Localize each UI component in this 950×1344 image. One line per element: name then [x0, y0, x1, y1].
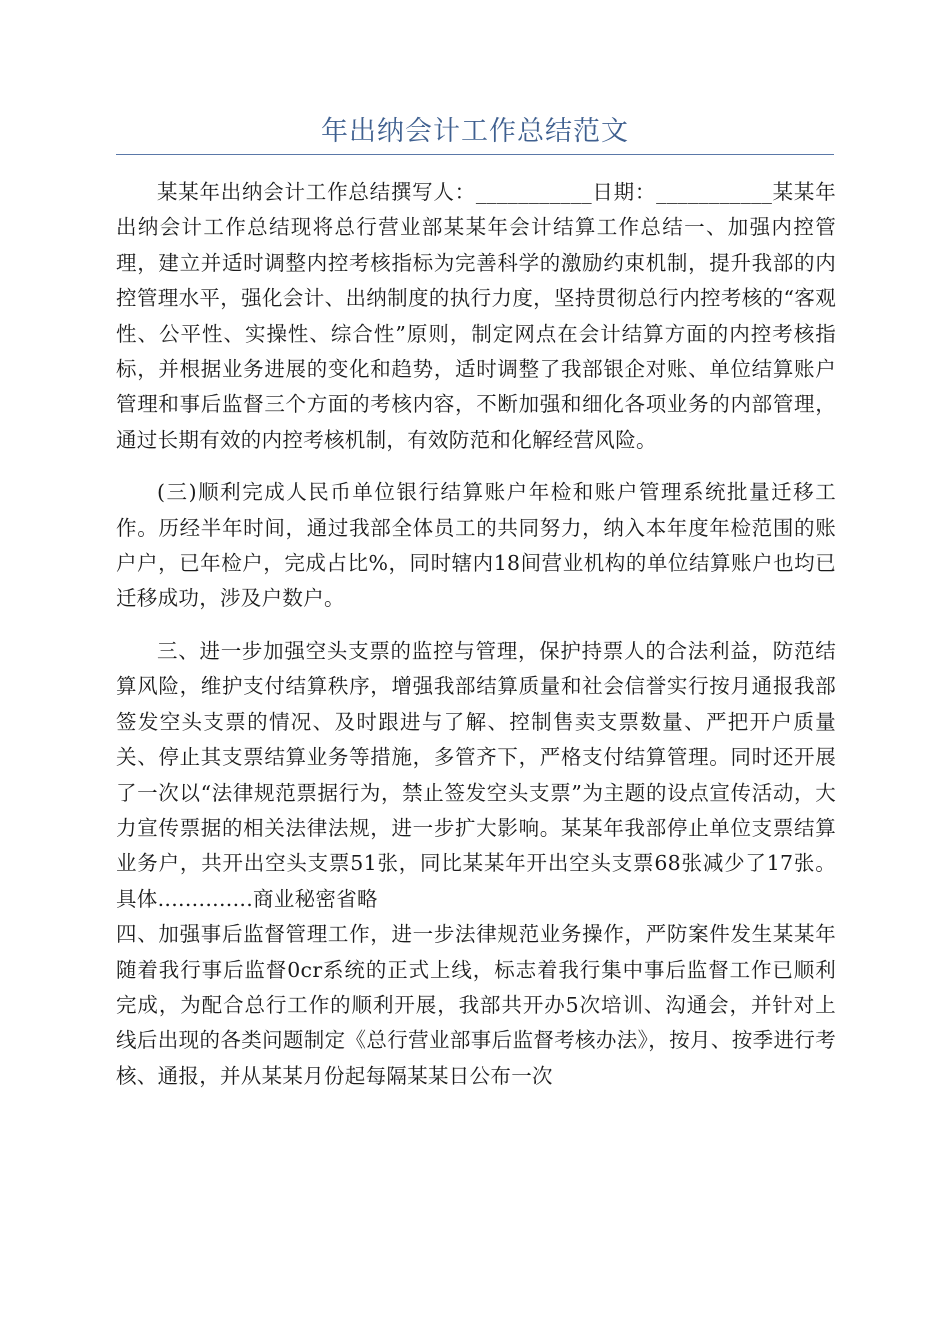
document-title: 年出纳会计工作总结范文 [321, 116, 629, 147]
paragraph-post-supervision: 四、加强事后监督管理工作，进一步法律规范业务操作，严防案件发生某某年随着我行事后监督0cr系统的正式上线，标志着我行集中事后监督工作已顺利完成，为配合总行工作的顺利开展，我部共开办5次培训、沟通会，并针对上线后出现的各类问题制定《总行营业部事后监督考核办法》，按月、按季进行考核、通报，并从某某月份起每隔某某日公布一次 [116, 922, 836, 1088]
document-body [116, 175, 836, 1094]
paragraph-internal-control: 某某年出纳会计工作总结撰写人：___________日期：___________某某年出纳会计工作总结现将总行营业部某某年会计结算工作总结一、加强内控管理，建立并适时调整内控考核指标为完善科学的激励约束机制，提升我部的内控管理水平，强化会计、出纳制度的执行力度，坚持贯彻总行内控考核的“客观性、公平性、实操性、综合性”原则，制定网点在会计结算方面的内控考核指标，并根据业务进展的变化和趋势，适时调整了我部银企对账、单位结算账户管理和事后监督三个方面的考核内容，不断加强和细化各项业务的内部管理，通过长期有效的内控考核机制，有效防范和化解经营风险。 [116, 180, 836, 452]
paragraph-bounced-check-control: 三、进一步加强空头支票的监控与管理，保护持票人的合法利益，防范结算风险，维护支付结算秩序，增强我部结算质量和社会信誉实行按月通报我部签发空头支票的情况、及时跟进与了解、控制售卖支票数量、严把开户质量关、停止其支票结算业务等措施，多管齐下，严格支付结算管理。同时还开展了一次以“法律规范票据行为，禁止签发空头支票”为主题的设点宣传活动，大力宣传票据的相关法律法规，进一步扩大影响。某某年我部停止单位支票结算业务户，共开出空头支票51张，同比某某年开出空头支票68张减少了17张。具体..............商业秘密省略 [116, 638, 836, 911]
paragraph-account-annual-check: (三)顺利完成人民币单位银行结算账户年检和账户管理系统批量迁移工作。历经半年时间，通过我部全体员工的共同努力，纳入本年度年检范围的账户户，已年检户，完成占比%，同时辖内18间营业机构的单位结算账户也均已迁移成功，涉及户数户。 [116, 480, 836, 611]
title-underline [116, 154, 834, 155]
